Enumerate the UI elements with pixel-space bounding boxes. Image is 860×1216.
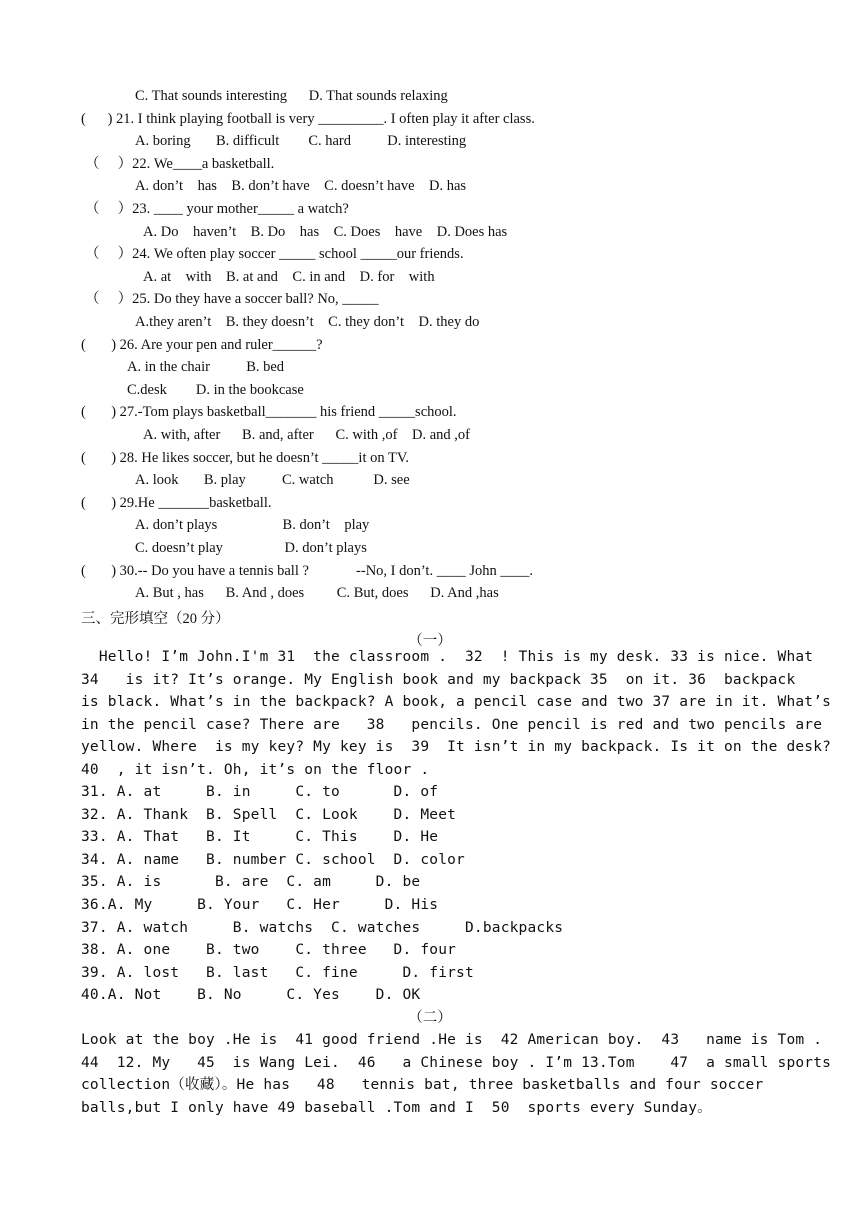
passage2-line-3: collection（收藏）。He has 48 tennis bat, three basketballs and four soccer: [81, 1077, 764, 1094]
question-line-21: C. doesn’t play D. don’t plays: [135, 540, 367, 556]
question-line-17: ( ) 28. He likes soccer, but he doesn’t _____it on TV.: [81, 449, 410, 466]
question-line-14: C.desk D. in the bookcase: [127, 381, 304, 398]
question-line-11: A.they aren’t B. they doesn’t C. they don’t D. they do: [135, 314, 480, 330]
question-line-19: ( ) 29.He _______basketball.: [81, 494, 272, 511]
passage1-line-2: 34 is it? It’s orange. My English book and my backpack 35 on it. 36 backpack: [81, 671, 796, 688]
question-line-22: ( ) 30.-- Do you have a tennis ball ? --No, I don’t. ____ John ____.: [81, 562, 533, 579]
passage1-line-6: 40 , it isn’t. Oh, it’s on the floor .: [81, 762, 430, 778]
question-line-8: （ ）24. We often play soccer _____ school _____our friends.: [85, 246, 464, 263]
question-line-15: ( ) 27.-Tom plays basketball_______ his friend _____school.: [81, 404, 457, 421]
passage1-line-1: Hello! I’m John.I'm 31 the classroom . 32 ! This is my desk. 33 is nice. What: [81, 649, 814, 665]
question-line-2: ( ) 21. I think playing football is very _________. I often play it after class.: [81, 110, 535, 127]
question-line-12: ( ) 26. Are your pen and ruler______?: [81, 336, 323, 353]
passage1-line-4: in the pencil case? There are 38 pencils. One pencil is red and two pencils are: [81, 716, 823, 733]
question-line-13: A. in the chair B. bed: [127, 359, 285, 376]
question-line-5: A. don’t has B. don’t have C. doesn’t have D. has: [135, 178, 467, 195]
question-line-9: A. at with B. at and C. in and D. for with: [143, 268, 435, 285]
question-line-4: （ ）22. We____a basketball.: [85, 155, 275, 172]
option-line-8: 38. A. one B. two C. three D. four: [81, 942, 457, 959]
part2-title: （二）: [408, 1010, 452, 1026]
option-line-7: 37. A. watch B. watchs C. watches D.backpacks: [81, 919, 564, 936]
passage2-line-1: Look at the boy .He is 41 good friend .He is 42 American boy. 43 name is Tom .: [81, 1032, 823, 1048]
question-line-7: A. Do haven’t B. Do has C. Does have D. Does has: [143, 223, 508, 240]
question-line-10: （ ）25. Do they have a soccer ball? No, _____: [85, 291, 379, 308]
option-line-10: 40.A. Not B. No C. Yes D. OK: [81, 987, 421, 1004]
question-line-6: （ ）23. ____ your mother_____ a watch?: [85, 201, 349, 217]
question-line-16: A. with, after B. and, after C. with ,of D. and ,of: [143, 427, 470, 443]
passage1-line-5: yellow. Where is my key? My key is 39 It isn’t in my backpack. Is it on the desk?: [81, 739, 832, 756]
passage2-line-4: balls,but I only have 49 baseball .Tom and I 50 sports every Sunday。: [81, 1099, 712, 1116]
option-line-6: 36.A. My B. Your C. Her D. His: [81, 897, 439, 913]
question-line-18: A. look B. play C. watch D. see: [135, 472, 410, 489]
question-line-1: C. That sounds interesting D. That sounds relaxing: [135, 88, 448, 104]
passage1-line-3: is black. What’s in the backpack? A book, a pencil case and two 37 are in it. What’s: [81, 694, 832, 711]
section-title: 三、完形填空（20 分）: [81, 611, 230, 627]
question-line-23: A. But , has B. And , does C. But, does D. And ,has: [135, 585, 499, 602]
part1-title: （一）: [408, 633, 452, 649]
option-line-1: 31. A. at B. in C. to D. of: [81, 784, 439, 800]
option-line-9: 39. A. lost B. last C. fine D. first: [81, 964, 474, 981]
option-line-3: 33. A. That B. It C. This D. He: [81, 829, 439, 846]
question-line-20: A. don’t plays B. don’t play: [135, 517, 370, 534]
question-line-3: A. boring B. difficult C. hard D. interesting: [135, 133, 467, 150]
passage2-line-2: 44 12. My 45 is Wang Lei. 46 a Chinese boy . I’m 13.Tom 47 a small sports: [81, 1054, 832, 1071]
option-line-5: 35. A. is B. are C. am D. be: [81, 874, 421, 891]
option-line-2: 32. A. Thank B. Spell C. Look D. Meet: [81, 806, 457, 823]
option-line-4: 34. A. name B. number C. school D. color: [81, 851, 465, 868]
